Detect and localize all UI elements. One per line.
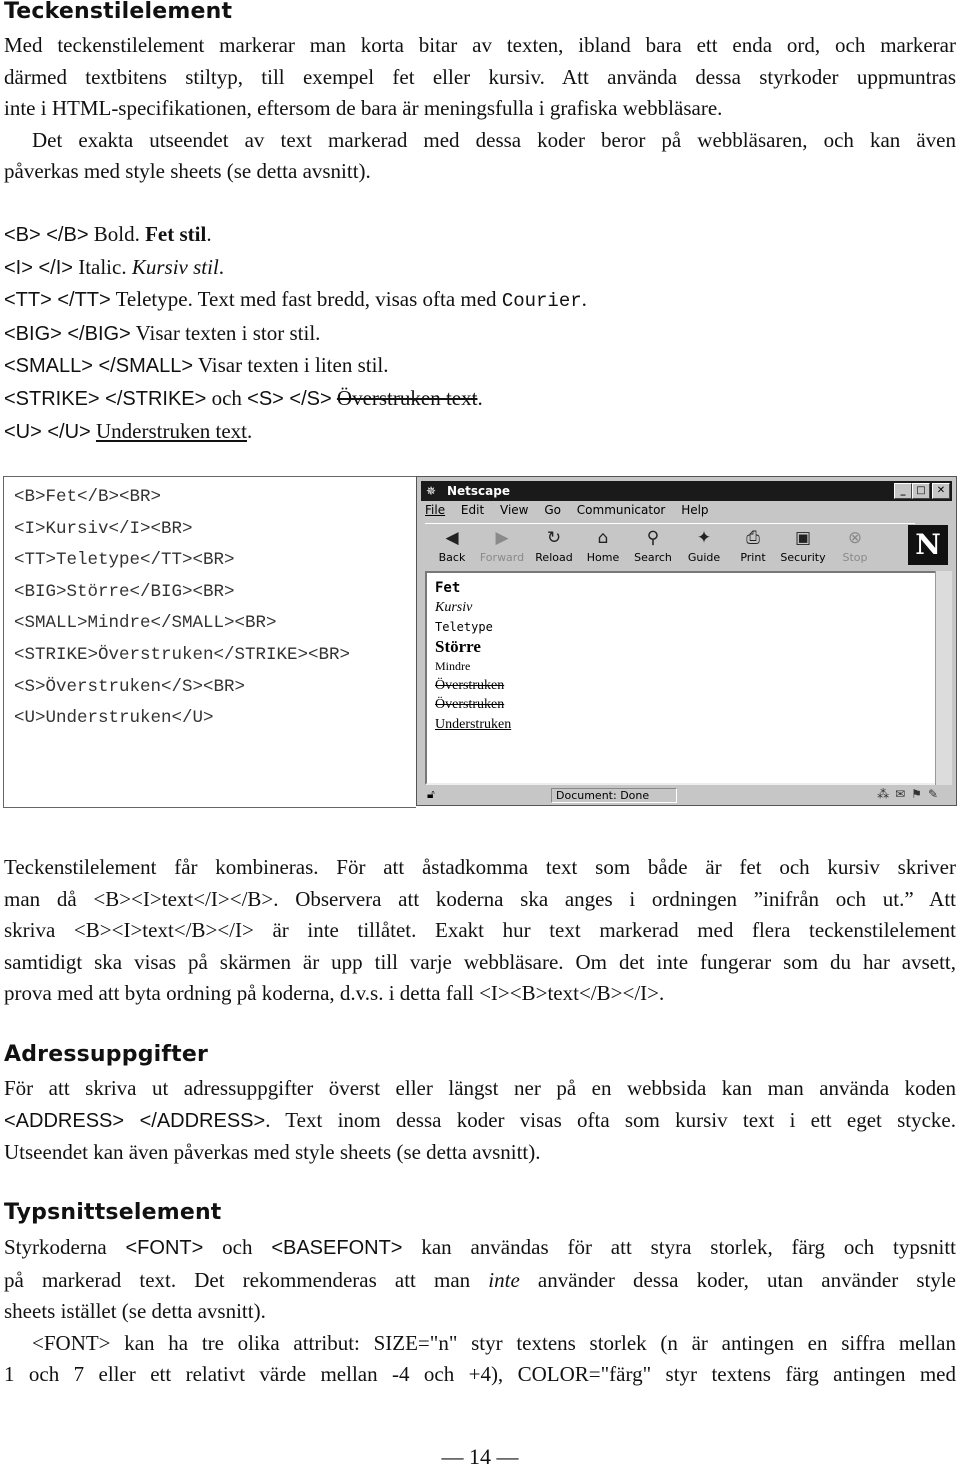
font-paragraph xyxy=(4,1232,956,1391)
code-line: <SMALL>Mindre</SMALL><BR> xyxy=(14,613,277,634)
print-icon: ⎙ xyxy=(746,528,760,548)
text-line: inte i HTML-specifikationen, eftersom de bara är meningsfulla i grafiska webbläsare. xyxy=(4,96,723,121)
rendered-strike: Överstruken xyxy=(435,678,505,694)
close-button[interactable]: ✕ xyxy=(932,483,950,499)
tag-demo: Överstruken text xyxy=(336,385,478,410)
security-button[interactable] xyxy=(778,528,828,568)
search-button[interactable] xyxy=(628,528,678,568)
tag-desc: och xyxy=(206,385,248,410)
tag-demo: Courier xyxy=(501,290,582,313)
rendered-underline: Understruken xyxy=(435,716,512,732)
address-paragraph xyxy=(4,1073,956,1169)
home-icon: ⌂ xyxy=(597,528,609,548)
rendered-content xyxy=(435,579,511,734)
status-text: Document: Done xyxy=(551,788,677,803)
text-line: sheets istället (se detta avsnitt). xyxy=(4,1299,266,1324)
punct: . xyxy=(206,222,212,246)
text-segment: kan användas för att styra storlek, färg och typsnitt xyxy=(402,1235,956,1259)
stop-button[interactable] xyxy=(830,528,880,568)
code-line: <TT>Teletype</TT><BR> xyxy=(14,550,235,571)
punct: . xyxy=(581,287,587,312)
text-segment: . Text inom dessa koder visas ofta som kursiv text i ett eget stycke. xyxy=(265,1107,956,1132)
tag-demo: Understruken text xyxy=(95,418,248,443)
text-line: 1 och 7 eller ett relativt värde mellan -4 och +4), COLOR="färg" styr textens färg antingen med xyxy=(4,1362,956,1387)
heading-adressuppgifter: Adressuppgifter xyxy=(4,1042,209,1067)
toolbar-label: Stop xyxy=(842,551,868,564)
punct: . xyxy=(477,385,483,410)
tag-item-strike xyxy=(4,383,587,416)
tag-code: <SMALL> </SMALL> xyxy=(4,355,194,378)
navigation-toolbar xyxy=(425,523,915,570)
code-line: <B>Fet</B><BR> xyxy=(14,487,162,507)
tag-demo: Kursiv stil xyxy=(131,254,219,279)
toolbar-label: Forward xyxy=(479,551,525,564)
stop-icon: ⊗ xyxy=(847,528,863,548)
text-segment: på markerad text. Det rekommenderas att man xyxy=(4,1267,489,1292)
text-segment: använder dessa koder, utan använder style xyxy=(519,1267,956,1292)
rendered-s: Överstruken xyxy=(435,697,505,713)
tag-code: <FONT> xyxy=(125,1237,204,1259)
reload-icon: ↻ xyxy=(546,528,562,548)
guide-button[interactable] xyxy=(679,528,729,568)
page-number: — 14 — xyxy=(441,1444,519,1469)
text-segment: inte xyxy=(488,1267,520,1292)
tag-item-tt xyxy=(4,284,587,318)
status-bar xyxy=(421,787,952,803)
menu-edit[interactable]: Edit xyxy=(460,503,485,517)
tag-item-big xyxy=(4,318,587,351)
rendered-teletype: Teletype xyxy=(435,619,493,634)
title-bar xyxy=(421,481,952,501)
text-line: man då <B><I>text</I></B>. Observera att koderna ska anges i ordningen ”inifrån och ut.” Att xyxy=(4,886,956,911)
menu-go[interactable]: Go xyxy=(544,503,561,517)
maximize-button[interactable]: □ xyxy=(912,483,930,499)
tag-code: <U> </U> xyxy=(4,420,91,443)
text-line: <FONT> kan ha tre olika attribut: SIZE="n" styr textens storlek (n är antingen en siffra mellan xyxy=(32,1330,956,1355)
search-icon: ⚲ xyxy=(646,528,660,548)
text-segment: och xyxy=(203,1235,272,1259)
text-line xyxy=(4,1232,956,1265)
browser-window xyxy=(416,476,957,806)
intro-paragraph xyxy=(4,30,956,188)
text-line xyxy=(4,1105,956,1138)
text-line: Det exakta utseendet av text markerad med dessa koder beror på webbläsaren, och kan även xyxy=(32,127,956,152)
menu-view[interactable]: View xyxy=(500,503,529,517)
tag-code: <STRIKE> </STRIKE> xyxy=(4,387,207,410)
code-listing xyxy=(14,482,350,735)
toolbar-label: Reload xyxy=(535,551,573,564)
text-line: skriva <B><I>text</B></I> är inte tillåtet. Exakt hur text markerad med flera teckenstilelement xyxy=(4,918,956,943)
tag-code: <BASEFONT> xyxy=(271,1237,403,1259)
toolbar-label: Guide xyxy=(687,551,721,564)
toolbar-label: Search xyxy=(634,551,672,564)
tag-item-i xyxy=(4,252,587,285)
tag-item-small xyxy=(4,350,587,383)
punct: . xyxy=(218,254,225,279)
home-button[interactable] xyxy=(578,528,628,568)
toolbar-label: Security xyxy=(780,551,826,564)
tag-desc: Visar texten i stor stil. xyxy=(130,320,321,345)
vertical-scrollbar[interactable] xyxy=(935,571,952,785)
minimize-button[interactable]: _ xyxy=(894,483,912,499)
heading-typsnittselement: Typsnittselement xyxy=(4,1200,222,1225)
forward-button[interactable] xyxy=(477,528,527,568)
tag-desc: Visar texten i liten stil. xyxy=(193,353,389,378)
combine-paragraph xyxy=(4,852,956,1010)
component-bar-icons: ⁂✉⚑✎ xyxy=(877,787,944,801)
netscape-logo: N xyxy=(908,525,948,565)
rendered-small: Mindre xyxy=(435,658,471,673)
tag-demo: Fet stil xyxy=(145,222,207,246)
back-arrow-icon: ◀ xyxy=(445,528,459,548)
text-line xyxy=(4,1265,956,1297)
back-button[interactable] xyxy=(427,528,477,568)
text-segment: Styrkoderna xyxy=(4,1235,126,1259)
netscape-icon: ✵ xyxy=(426,484,437,498)
code-line: <I>Kursiv</I><BR> xyxy=(14,518,193,539)
menu-file[interactable]: File xyxy=(425,503,446,517)
rendered-italic: Kursiv xyxy=(435,600,473,616)
forward-arrow-icon: ▶ xyxy=(495,528,509,548)
rendered-bold: Fet xyxy=(435,580,461,596)
toolbar-label: Home xyxy=(586,551,620,564)
text-line: påverkas med style sheets (se detta avsnitt). xyxy=(4,159,371,184)
text-line: Med teckenstilelement markerar man korta bitar av texten, ibland bara ett enda ord, och markerar xyxy=(4,33,956,57)
guide-icon: ✦ xyxy=(696,528,712,548)
tag-desc: Teletype. Text med fast bredd, visas ofta med xyxy=(110,287,502,312)
security-lock-icon: 🔓︎ xyxy=(427,787,435,801)
print-button[interactable] xyxy=(728,528,778,568)
lock-icon: ▣ xyxy=(794,528,812,548)
rendered-big: Större xyxy=(435,637,481,657)
tag-code: <B> </B> xyxy=(4,224,89,246)
menu-bar xyxy=(425,503,721,521)
tag-list xyxy=(4,219,587,448)
code-line: <U>Understruken</U> xyxy=(14,708,214,729)
tag-desc: Bold. xyxy=(88,222,146,246)
code-line: <BIG>Större</BIG><BR> xyxy=(14,581,235,602)
text-line: För att skriva ut adressuppgifter överst eller längst ner på en webbsida kan man använda koden xyxy=(4,1076,956,1100)
text-line: samtidigt ska visas på skärmen är upp till varje webbläsare. Om det inte fungerar som du har avsett, xyxy=(4,949,956,974)
menu-help[interactable]: Help xyxy=(681,503,709,517)
window-title: Netscape xyxy=(447,484,510,498)
code-line: <STRIKE>Överstruken</STRIKE><BR> xyxy=(14,644,351,665)
tag-desc: Italic. xyxy=(72,254,132,279)
code-line: <S>Överstruken</S><BR> xyxy=(14,676,246,697)
tag-item-b xyxy=(4,219,587,252)
tag-item-u xyxy=(4,416,587,449)
tag-code: <BIG> </BIG> xyxy=(4,322,131,345)
text-line: därmed textbitens stiltyp, till exempel fet eller kursiv. Att använda dessa styrkoder uppmuntras xyxy=(4,64,956,89)
tag-code: <ADDRESS> </ADDRESS> xyxy=(4,1109,266,1132)
text-line: Utseendet kan även påverkas med style sheets (se detta avsnitt). xyxy=(4,1140,541,1165)
tag-code: <I> </I> xyxy=(4,256,73,279)
page-content-area xyxy=(425,571,937,785)
text-line: prova med att byta ordning på koderna, d.v.s. i detta fall <I><B>text</B></I>. xyxy=(4,981,665,1006)
menu-communicator[interactable]: Communicator xyxy=(576,503,666,517)
tag-code: <TT> </TT> xyxy=(4,289,111,312)
text-line: Teckenstilelement får kombineras. För att åstadkomma text som både är fet och kursiv skriver xyxy=(4,855,956,879)
tag-code: <S> </S> xyxy=(247,387,332,410)
punct: . xyxy=(247,418,253,443)
toolbar-label: Print xyxy=(740,551,766,564)
heading-teckenstilelement: Teckenstilelement xyxy=(4,0,233,24)
toolbar-label: Back xyxy=(438,551,466,564)
reload-button[interactable] xyxy=(529,528,579,568)
